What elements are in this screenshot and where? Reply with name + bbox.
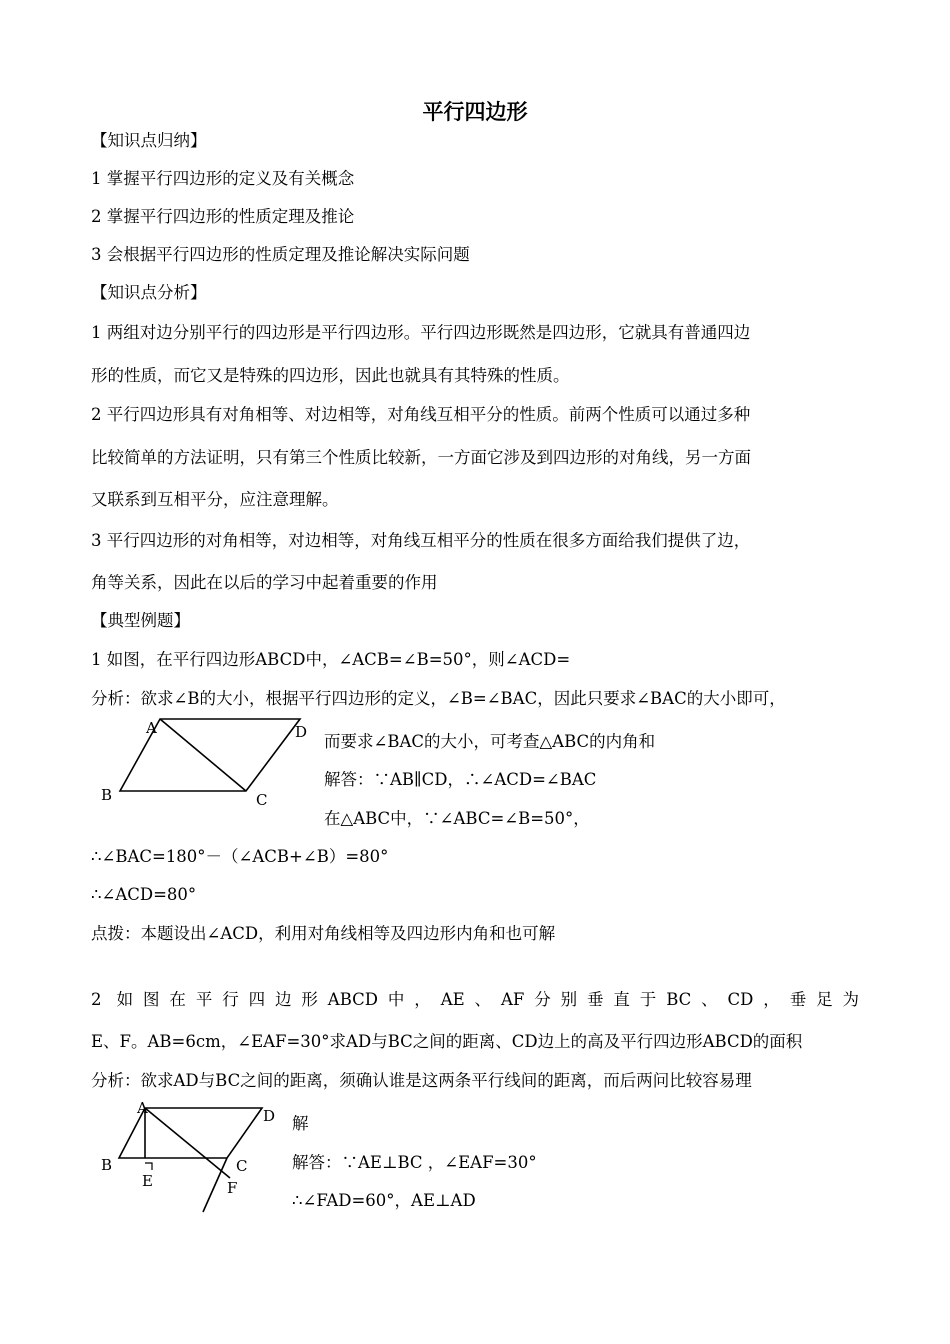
page-title: 平行四边形 [422, 100, 528, 124]
vertex-label-c: C [256, 791, 268, 809]
vertex-label-f: F [227, 1179, 238, 1197]
example1-tip: 点拨：本题设出∠ACD，利用对角线相等及四边形内角和也可解 [91, 924, 556, 943]
analysis-line: 3 平行四边形的对角相等，对边相等，对角线互相平分的性质在很多方面给我们提供了边， [91, 531, 751, 550]
example1-parallelogram-figure [95, 712, 325, 812]
vertex-label-d: D [263, 1107, 276, 1125]
example2-side-line: ∴∠FAD=60°，AE⊥AD [292, 1191, 476, 1210]
diagonal-ac [160, 719, 246, 791]
example2-analysis: 分析：欲求AD与BC之间的距离，须确认谁是这两条平行线间的距离，而后两问比较容易理 [91, 1071, 752, 1090]
example1-side-line: 在△ABC中，∵∠ABC=∠B=50°， [324, 809, 590, 828]
example2-question-line2: E、F。AB=6cm，∠EAF=30°求AD与BC之间的距离、CD边上的高及平行四边形ABCD的面积 [91, 1032, 803, 1051]
vertex-label-b: B [101, 1156, 113, 1174]
vertex-label-b: B [101, 786, 113, 804]
analysis-line: 比较简单的方法证明，只有第三个性质比较新，一方面它涉及到四边形的对角线，另一方面 [91, 448, 751, 467]
segment-af [145, 1108, 230, 1178]
analysis-line: 1 两组对边分别平行的四边形是平行四边形。平行四边形既然是四边形，它就具有普通四边 [91, 323, 751, 342]
example1-side-line: 而要求∠BAC的大小，可考查△ABC的内角和 [324, 732, 656, 751]
vertex-label-a: A [146, 719, 157, 737]
example2-question-line1: 2 如图在平行四边形ABCD中，AE、AF分别垂直于BC、CD，垂足为 [91, 990, 859, 1009]
example2-side-line: 解 [292, 1114, 309, 1133]
example1-solution-line: ∴∠ACD=80° [91, 885, 197, 904]
analysis-line: 2 平行四边形具有对角相等、对边相等，对角线互相平分的性质。前两个性质可以通过多种 [91, 405, 751, 424]
summary-item: 1 掌握平行四边形的定义及有关概念 [91, 169, 355, 188]
example1-analysis: 分析：欲求∠B的大小，根据平行四边形的定义，∠B=∠BAC，因此只要求∠BAC的大小即可， [91, 689, 786, 708]
summary-item: 3 会根据平行四边形的性质定理及推论解决实际问题 [91, 245, 470, 264]
example2-side-line: 解答：∵AE⊥BC ，∠EAF=30° [292, 1153, 537, 1172]
example2-parallelogram-figure [95, 1096, 295, 1218]
vertex-label-c: C [236, 1157, 248, 1175]
example1-solution-line: ∴∠BAC=180°－（∠ACB+∠B）=80° [91, 847, 389, 866]
analysis-line: 角等关系，因此在以后的学习中起着重要的作用 [91, 573, 438, 592]
example1-question: 1 如图，在平行四边形ABCD中，∠ACB=∠B=50°，则∠ACD= [91, 650, 571, 669]
vertex-label-a: A [137, 1099, 148, 1117]
right-angle-mark [145, 1163, 152, 1170]
summary-item: 2 掌握平行四边形的性质定理及推论 [91, 207, 355, 226]
examples-header: 【典型例题】 [91, 611, 190, 630]
analysis-line: 又联系到互相平分，应注意理解。 [91, 490, 339, 509]
vertex-label-d: D [295, 723, 308, 741]
analysis-header: 【知识点分析】 [91, 283, 207, 302]
example1-side-line: 解答：∵AB∥CD，∴∠ACD=∠BAC [324, 770, 597, 789]
vertex-label-e: E [142, 1172, 153, 1190]
analysis-line: 形的性质，而它又是特殊的四边形，因此也就具有其特殊的性质。 [91, 366, 570, 385]
summary-header: 【知识点归纳】 [91, 131, 207, 150]
